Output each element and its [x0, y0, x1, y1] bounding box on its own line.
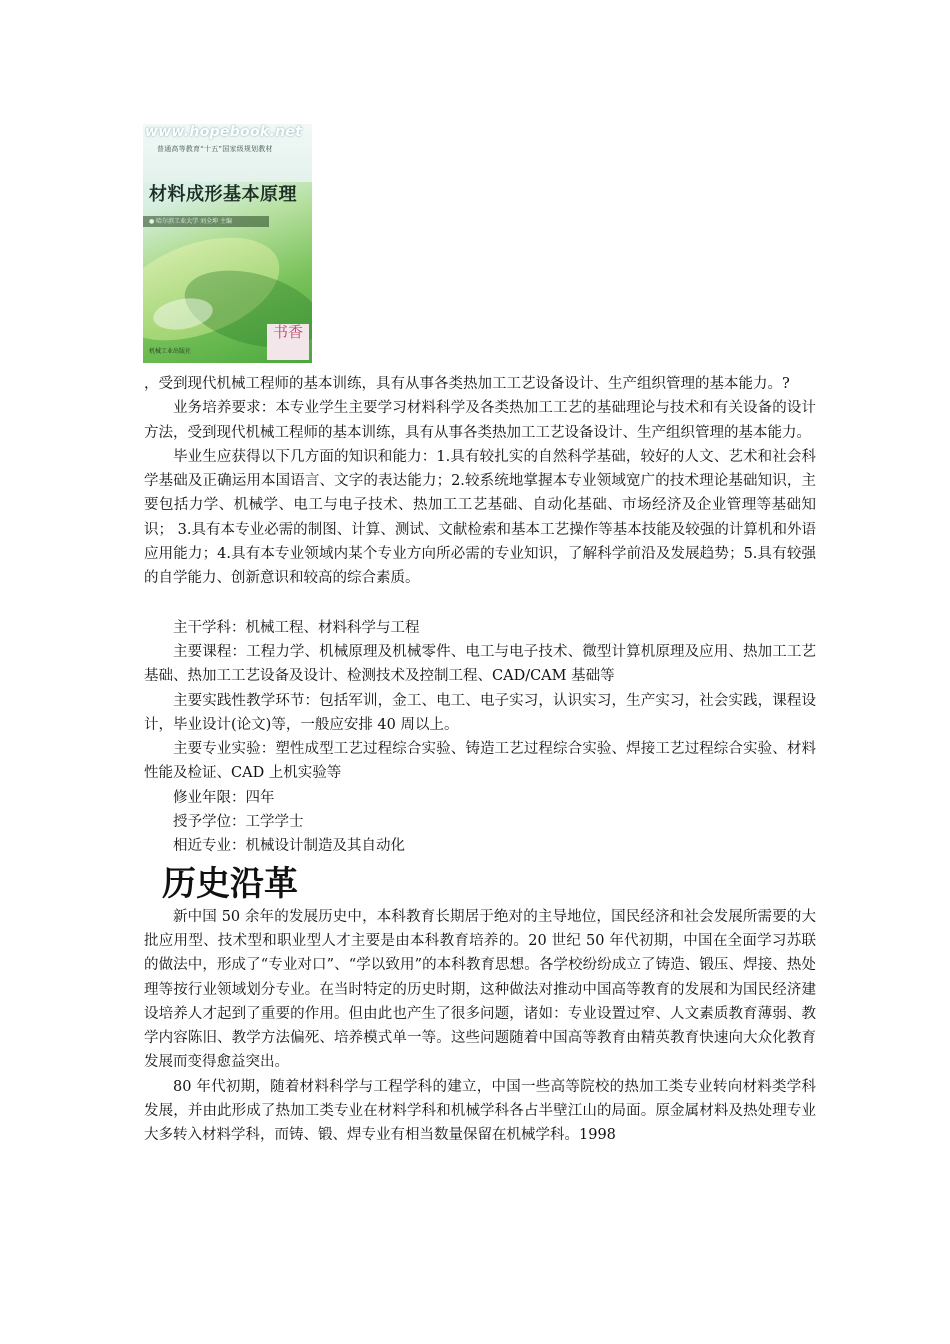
cover-series: 普通高等教育“十五”国家级规划教材	[157, 145, 273, 153]
document-body	[144, 372, 816, 1148]
paragraph-degree: 授予学位：工学学士	[173, 814, 304, 831]
cover-stamp: 书香	[267, 324, 309, 360]
paragraph-spacer	[144, 591, 816, 616]
cover-publisher: 机械工业出版社	[149, 348, 192, 355]
paragraph-intro-fragment: ，受到现代机械工程师的基本训练，具有从事各类热加工工艺设备设计、生产组织管理的基本能力。?	[144, 376, 790, 392]
paragraph-experiments: 主要专业实验：塑性成型工艺过程综合实验、铸造工艺过程综合实验、焊接工艺过程综合实验、材料性能及检证、CAD 上机实验等	[144, 741, 816, 782]
cover-author: ● 哈尔滨工业大学 刘全坤 主编	[143, 216, 269, 227]
book-cover-image	[143, 124, 312, 363]
paragraph-practice: 主要实践性教学环节：包括军训，金工、电工、电子实习，认识实习，生产实习，社会实践，课程设计，毕业设计(论文)等，一般应安排 40 周以上。	[144, 692, 816, 733]
section-heading-history: 历史沿革	[162, 863, 298, 904]
paragraph-related-majors: 相近专业：机械设计制造及其自动化	[173, 838, 405, 855]
paragraph-main-courses: 主要课程：工程力学、机械原理及机械零件、电工与电子技术、微型计算机原理及应用、热加工工艺基础、热加工工艺设备及设计、检测技术及控制工程、CAD/CAM 基础等	[144, 643, 816, 685]
paragraph-history-1: 新中国 50 余年的发展历史中，本科教育长期居于绝对的主导地位，国民经济和社会发展所需要的大批应用型、技术型和职业型人才主要是由本科教育培养的。20 世纪 50 年代初期，中国在全面学习苏联的做法中，形成了“专业对口”、“学以致用”的本科教育思想。各学校纷纷成立了铸造、锻压、焊接、热处理等按行业领域划分专业。在当时特定的历史时期，这种做法对推动中国高等教育的发展和为国民经济建设培养人才起到了重要的作用。但由此也产生了很多问题，诸如：专业设置过窄、人文素质教育薄弱、教学内容陈旧、教学方法偏死、培养模式单一等。这些问题随着中国高等教育由精英教育快速向大众化教育发展而变得愈益突出。	[144, 908, 816, 1071]
paragraph-training-requirements: 业务培养要求：本专业学生主要学习材料科学及各类热加工工艺的基础理论与技术和有关设备的设计方法，受到现代机械工程师的基本训练，具有从事各类热加工工艺设备设计、生产组织管理的基本能力。	[144, 400, 816, 441]
paragraph-duration: 修业年限：四年	[173, 789, 275, 806]
paragraph-graduate-abilities: 毕业生应获得以下几方面的知识和能力：1.具有较扎实的自然科学基础，较好的人文、艺术和社会科学基础及正确运用本国语言、文字的表达能力；2.较系统地掌握本专业领域宽广的技术理论基础知识，主要包括力学、机械学、电工与电子技术、热加工工艺基础、自动化基础、市场经济及企业管理等基础知识； 3.具有本专业必需的制图、计算、测试、文献检索和基本工艺操作等基本技能及较强的计算机和外语应用能力；4.具有本专业领域内某个专业方向所必需的专业知识，了解科学前沿及发展趋势；5.具有较强的自学能力、创新意识和较高的综合素质。	[144, 448, 816, 587]
cover-watermark: www.hopebook.net	[145, 124, 303, 140]
paragraph-history-2: 80 年代初期，随着材料科学与工程学科的建立，中国一些高等院校的热加工类专业转向材料类学科发展，并由此形成了热加工类专业在材料学科和机械学科各占半壁江山的局面。原金属材料及热处理专业大多转入材料学科，而铸、锻、焊专业有相当数量保留在机械学科。1998	[144, 1078, 816, 1144]
paragraph-main-disciplines: 主干学科：机械工程、材料科学与工程	[173, 619, 420, 636]
cover-title: 材料成形基本原理	[149, 184, 297, 205]
